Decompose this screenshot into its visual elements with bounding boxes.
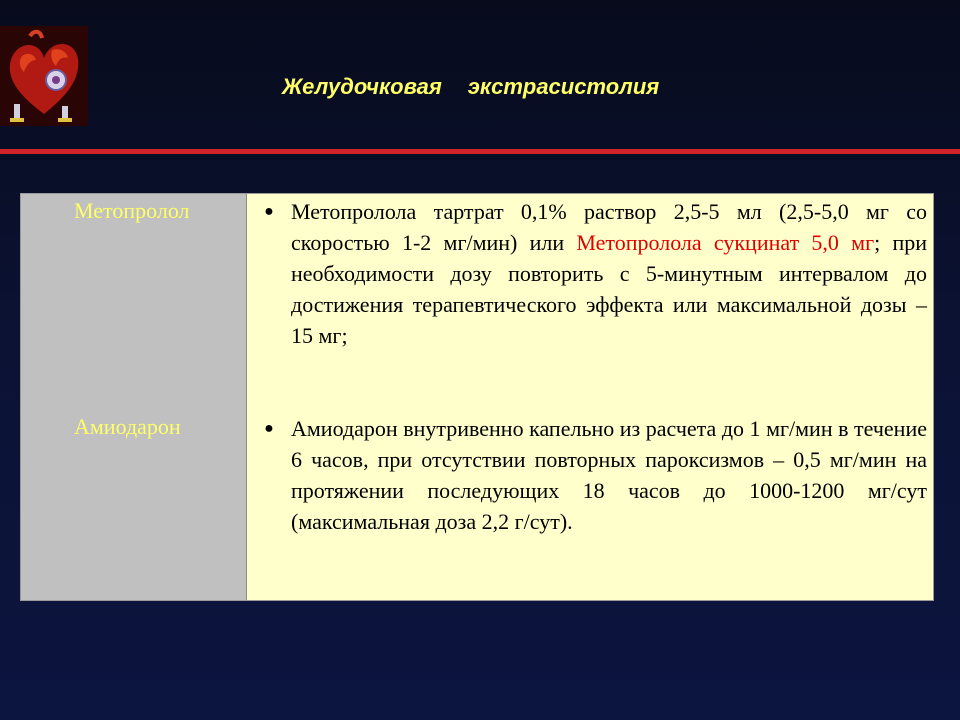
drug-name-column — [21, 194, 247, 600]
drug-name-amiodarone: Амиодарон — [74, 414, 181, 439]
metoprolol-text-before: Метопролола тартрат 0,1% раствор 2,5-5 мл (2,5-5,0 мг со скоростью 1-2 мг/мин) или — [291, 199, 927, 255]
amiodarone-description — [291, 413, 927, 537]
drug-description-column — [247, 194, 933, 600]
bullet-dot-icon: ● — [264, 203, 274, 220]
list-item — [247, 413, 933, 537]
title-divider — [0, 149, 960, 154]
heart-logo-icon — [0, 26, 88, 126]
amiodarone-text: Амиодарон внутривенно капельно из расчета до 1 мг/мин в течение 6 часов, при отсутствии повторных пароксизмов – 0,5 мг/мин на протяжении последующих 18 часов до 1000-1200 мг/сут (максимальная доза 2,2 г/сут). — [291, 416, 927, 534]
slide-title-word-1: Желудочковая — [282, 74, 442, 99]
list-item — [247, 196, 933, 351]
slide-title — [282, 74, 659, 100]
metoprolol-text-after: ; при необходимости дозу повторить с 5-минутным интервалом до достижения терапевтического эффекта или максимальной дозы – 15 мг; — [291, 230, 927, 348]
drug-table — [20, 193, 934, 601]
metoprolol-description — [291, 196, 927, 351]
bullet-dot-icon: ● — [264, 420, 274, 437]
slide-title-word-2: экстрасистолия — [467, 74, 660, 99]
drug-name-metoprolol: Метопролол — [74, 198, 190, 223]
metoprolol-highlight: Метопролола сукцинат 5,0 мг — [576, 230, 875, 255]
